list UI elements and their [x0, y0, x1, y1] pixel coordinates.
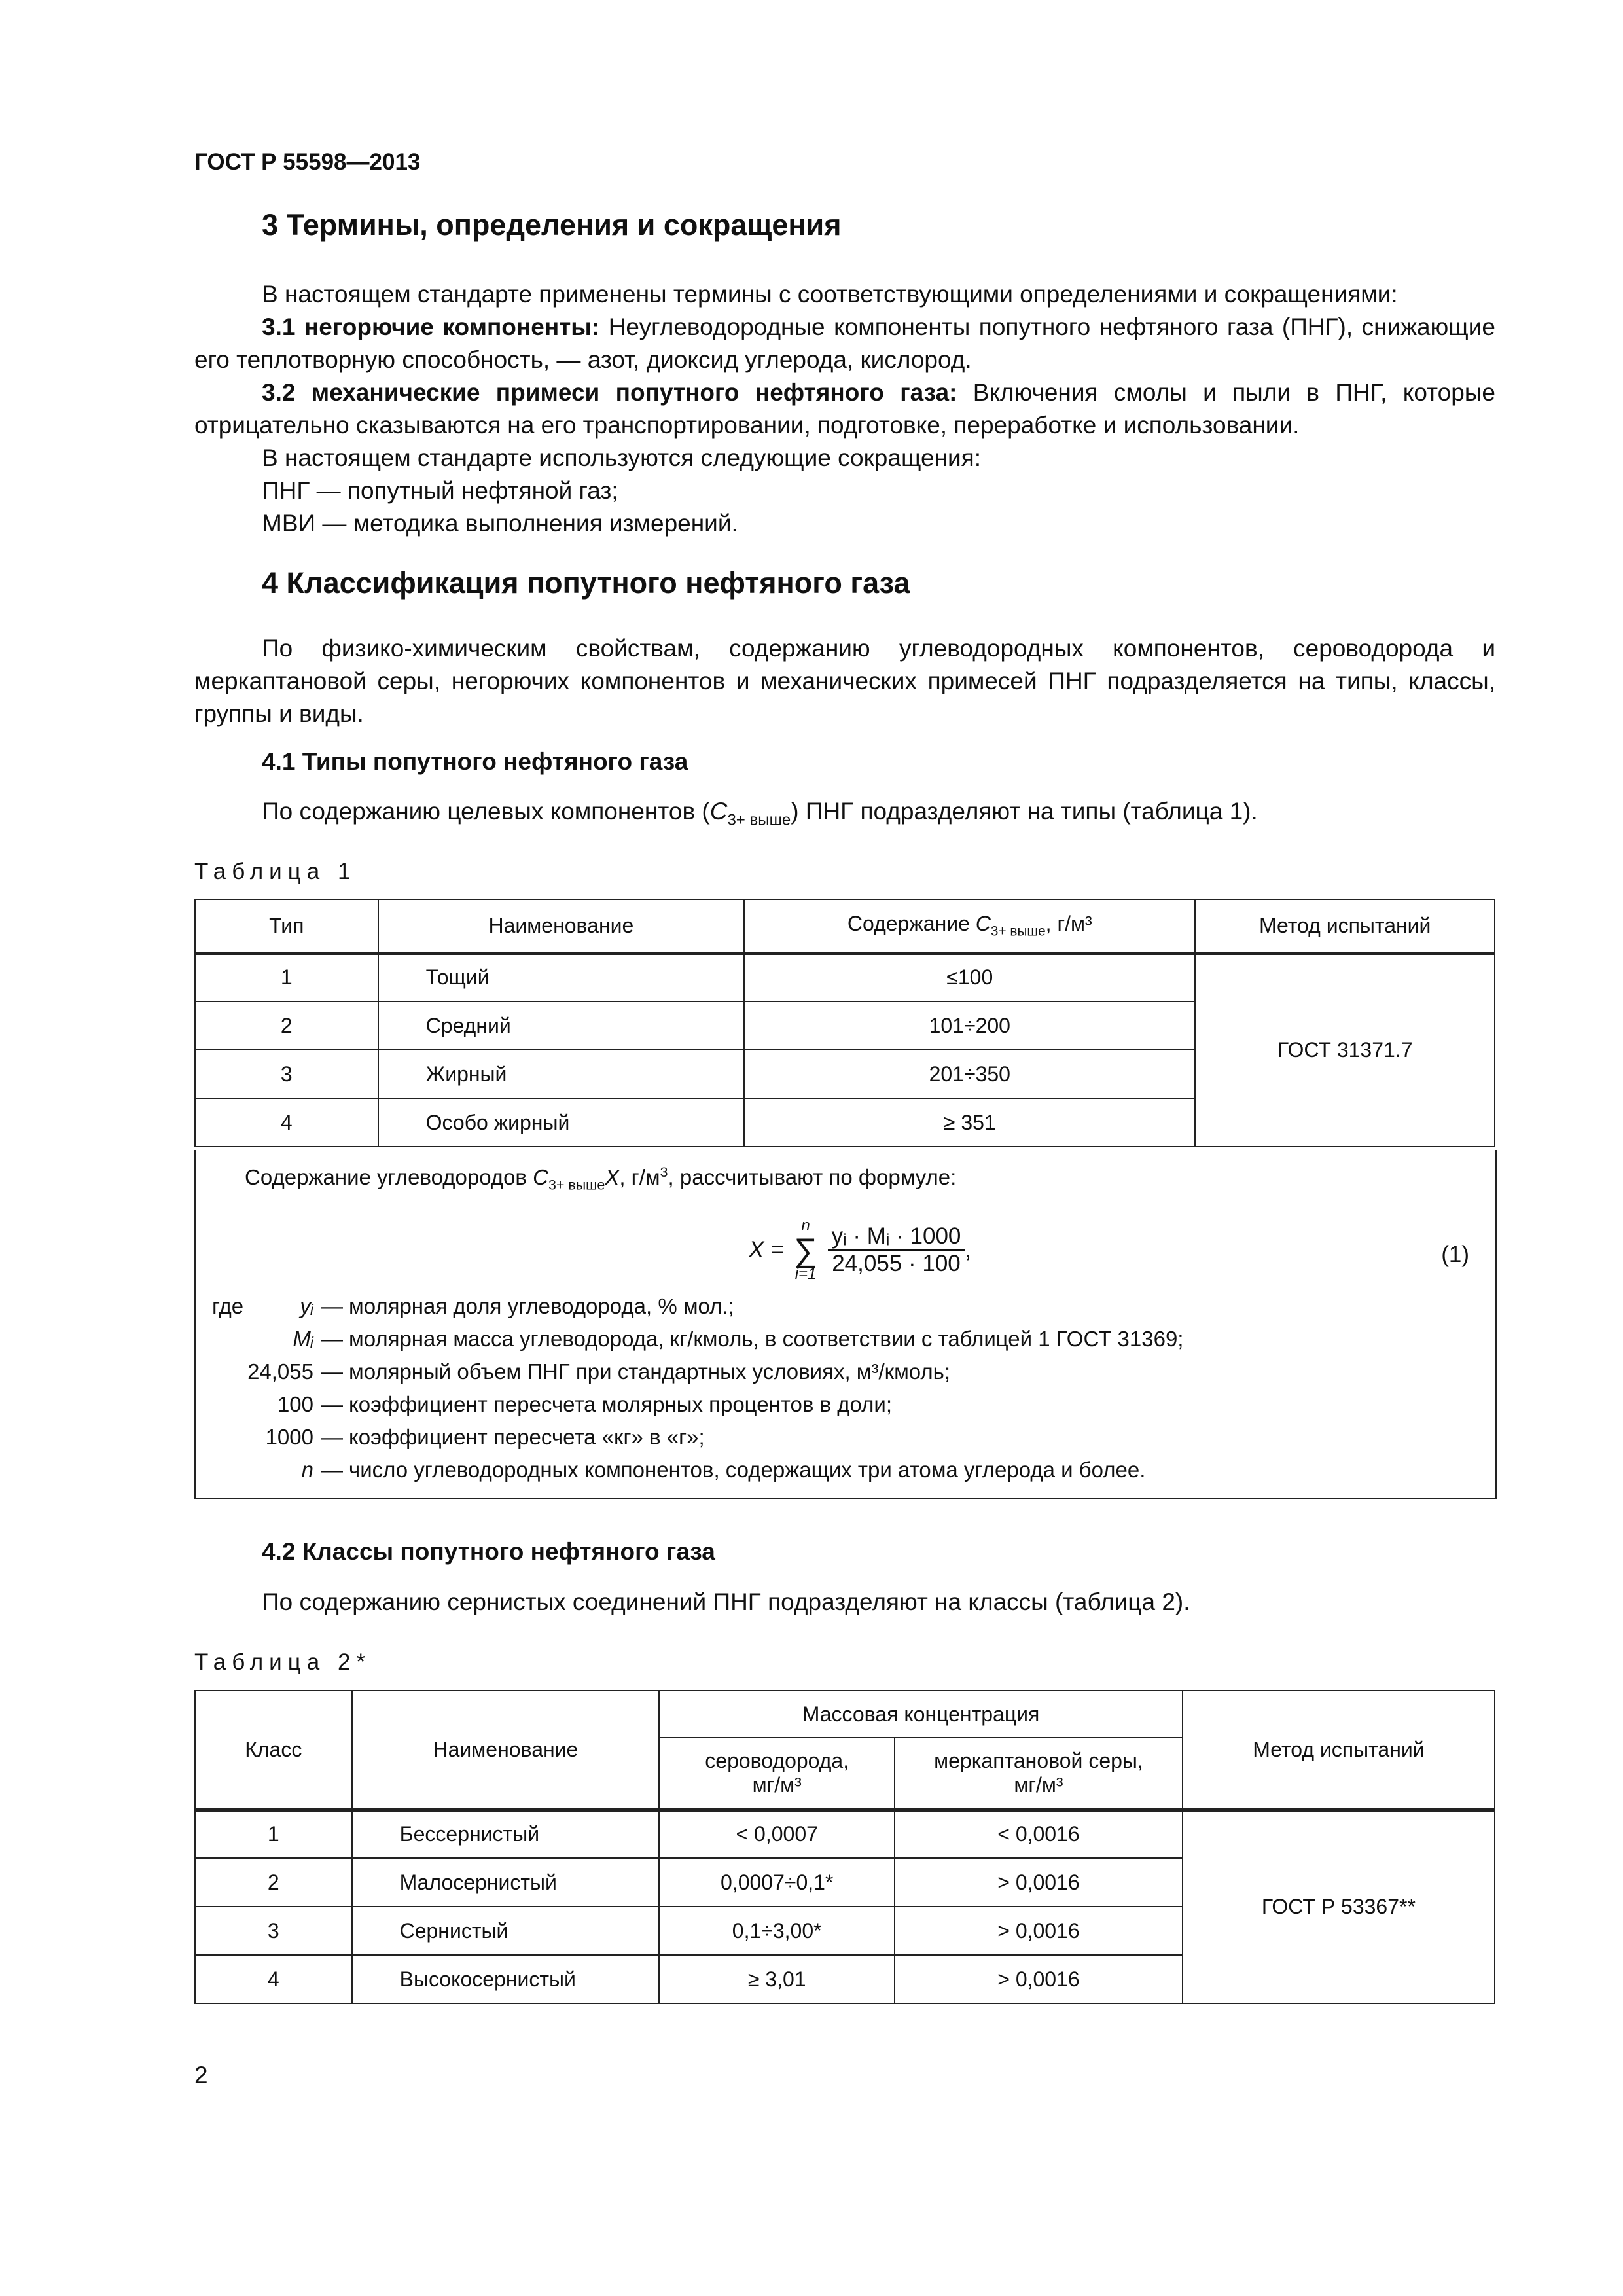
table-2-cell-name: Бессернистый	[352, 1810, 660, 1858]
formula-intro-x: X	[605, 1165, 620, 1189]
table-1-cell-type: 2	[195, 1001, 378, 1050]
table-1-method-cell: ГОСТ 31371.7	[1195, 953, 1495, 1147]
legend-symbol: 100	[277, 1392, 313, 1416]
legend-text: коэффициент пересчета «кг» в «г»;	[349, 1425, 705, 1449]
table-1-cell-name: Тощий	[378, 953, 745, 1001]
term-3-1-definition: Неуглеводородные компоненты попутного нефтяного газа (ПНГ), снижающие его теплотворную способность, — азот, диоксид углерода, кислород.	[194, 314, 1495, 373]
content-header-pre: Содержание	[847, 912, 976, 936]
table-2-cell-name: Сернистый	[352, 1907, 660, 1955]
formula-number: (1)	[1441, 1242, 1469, 1267]
sum-upper-limit: n	[801, 1217, 810, 1234]
table-2-header-class: Класс	[195, 1691, 352, 1810]
table-1-note	[194, 1150, 1497, 1499]
legend-text: молярная масса углеводорода, кг/кмоль, в соответствии с таблицей 1 ГОСТ 31369;	[349, 1327, 1184, 1351]
table-2-cell-class: 1	[195, 1810, 352, 1858]
table-1-header-content	[744, 899, 1195, 953]
legend-dash: —	[321, 1425, 343, 1449]
table-2-method-cell: ГОСТ Р 53367**	[1183, 1810, 1495, 2003]
content-header-sub: 3+ выше	[990, 924, 1046, 939]
legend-dash: —	[321, 1458, 343, 1482]
table-1-cell-content: ≥ 351	[744, 1098, 1195, 1147]
term-3-2-definition: Включения смолы и пыли в ПНГ, которые отрицательно сказываются на его транспортировании, подготовке, переработке и использовании.	[194, 379, 1495, 439]
sub1-text-part-a: По содержанию целевых компонентов (	[262, 798, 710, 825]
legend-dash: —	[321, 1392, 343, 1416]
summation	[794, 1218, 817, 1282]
content-header-c: C	[975, 912, 991, 936]
formula-numerator: yᵢ · Mᵢ · 1000	[828, 1223, 965, 1251]
section-3-body	[194, 278, 1495, 540]
table-1-cell-type: 1	[195, 953, 378, 1001]
formula-lhs: X =	[749, 1237, 784, 1263]
table-2-cell-name: Высокосернистый	[352, 1955, 660, 2003]
sub1-c-symbol: C	[709, 798, 728, 825]
section-3-title: 3 Термины, определения и сокращения	[262, 208, 842, 242]
table-2-cell-h2s: < 0,0007	[659, 1810, 895, 1858]
table-1-cell-name: Особо жирный	[378, 1098, 745, 1147]
term-3-2-name: 3.2 механические примеси попутного нефтяного газа:	[262, 379, 957, 406]
table-1-cell-type: 3	[195, 1050, 378, 1098]
legend-text: число углеводородных компонентов, содержащих три атома углерода и более.	[349, 1458, 1146, 1482]
abbreviations-intro: В настоящем стандарте используются следующие сокращения:	[262, 444, 981, 471]
table-1-header-name: Наименование	[378, 899, 745, 953]
legend-dash: —	[321, 1327, 343, 1351]
formula-intro-sub: 3+ выше	[548, 1177, 605, 1193]
legend-text: молярная доля углеводорода, % мол.;	[349, 1294, 734, 1318]
table-1-cell-content: ≤100	[744, 953, 1195, 1001]
legend-text: молярный объем ПНГ при стандартных условиях, м³/кмоль;	[349, 1359, 951, 1384]
table-row	[195, 1810, 1495, 1858]
table-2-header-mercaptan: меркаптановой серы, мг/м³	[895, 1738, 1183, 1810]
formula-intro-end: , рассчитывают по формуле:	[668, 1165, 957, 1189]
table-2-caption: Таблица 2*	[194, 1649, 372, 1675]
formula-intro-pre: Содержание углеводородов	[245, 1165, 533, 1189]
section-4-title: 4 Классификация попутного нефтяного газа	[262, 566, 910, 600]
table-2-header-mass: Массовая концентрация	[659, 1691, 1183, 1738]
table-2-cell-mercaptan: > 0,0016	[895, 1907, 1183, 1955]
table-2-cell-class: 2	[195, 1858, 352, 1907]
table-2-cell-mercaptan: < 0,0016	[895, 1810, 1183, 1858]
subsection-4-1-text	[194, 795, 1495, 836]
formula-fraction	[828, 1223, 965, 1277]
table-2-cell-h2s: ≥ 3,01	[659, 1955, 895, 2003]
table-2-header-method: Метод испытаний	[1183, 1691, 1495, 1810]
table-2-cell-h2s: 0,0007÷0,1*	[659, 1858, 895, 1907]
formula-intro	[245, 1164, 956, 1194]
table-1-cell-type: 4	[195, 1098, 378, 1147]
term-3-2	[194, 376, 1495, 442]
table-1-cell-name: Жирный	[378, 1050, 745, 1098]
content-header-post: , г/м³	[1045, 912, 1092, 936]
term-3-1	[194, 311, 1495, 376]
sub1-text-part-b: ) ПНГ подразделяют на типы (таблица 1).	[791, 798, 1258, 825]
legend-symbol: n	[301, 1458, 313, 1482]
term-3-1-name: 3.1 негорючие компоненты:	[262, 314, 600, 340]
legend-text: коэффициент пересчета молярных процентов в доли;	[349, 1392, 893, 1416]
table-2-cell-mercaptan: > 0,0016	[895, 1955, 1183, 2003]
legend-dash: —	[321, 1294, 343, 1318]
section-4-paragraph: По физико-химическим свойствам, содержанию углеводородных компонентов, сероводорода и меркаптановой серы, негорючих компонентов и механических примесей ПНГ подразделяется на типы, классы, группы и виды.	[194, 635, 1495, 727]
legend-symbol: yᵢ	[300, 1294, 313, 1318]
abbreviation-mvi: МВИ — методика выполнения измерений.	[262, 510, 738, 537]
sum-sign: ∑	[794, 1232, 817, 1268]
subsection-4-1-title: 4.1 Типы попутного нефтяного газа	[262, 748, 688, 775]
formula-intro-sup: 3	[660, 1164, 668, 1180]
page-number: 2	[194, 2062, 208, 2089]
table-2-cell-name: Малосернистый	[352, 1858, 660, 1907]
formula-comma: ,	[965, 1237, 972, 1263]
table-1	[194, 899, 1495, 1147]
table-1-header-type: Тип	[195, 899, 378, 953]
table-1-cell-content: 201÷350	[744, 1050, 1195, 1098]
document-header: ГОСТ Р 55598—2013	[194, 149, 421, 175]
sub1-c-subscript: 3+ выше	[727, 811, 791, 829]
table-2	[194, 1690, 1495, 2004]
table-1-header-row	[195, 899, 1495, 953]
table-2-cell-h2s: 0,1÷3,00*	[659, 1907, 895, 1955]
table-1-cell-content: 101÷200	[744, 1001, 1195, 1050]
subsection-4-2-title: 4.2 Классы попутного нефтяного газа	[262, 1538, 715, 1565]
table-1-cell-name: Средний	[378, 1001, 745, 1050]
table-2-cell-class: 4	[195, 1955, 352, 2003]
section-3-intro: В настоящем стандарте применены термины с соответствующими определениями и сокращениями:	[262, 281, 1398, 308]
table-1-caption: Таблица 1	[194, 859, 357, 884]
subsection-4-2-paragraph: По содержанию сернистых соединений ПНГ подразделяют на классы (таблица 2).	[262, 1588, 1190, 1615]
legend-symbol: 24,055	[247, 1359, 313, 1384]
abbreviation-png: ПНГ — попутный нефтяной газ;	[262, 477, 618, 504]
legend-dash: —	[321, 1359, 343, 1384]
legend-symbol: Mᵢ	[293, 1327, 313, 1351]
formula-intro-unit: , г/м	[619, 1165, 660, 1189]
table-1-header-method: Метод испытаний	[1195, 899, 1495, 953]
legend-symbol: 1000	[265, 1425, 313, 1449]
sum-lower-limit: i=1	[794, 1265, 817, 1283]
subsection-4-2-text	[194, 1586, 1495, 1619]
table-row	[195, 953, 1495, 1001]
formula-denominator: 24,055 · 100	[832, 1251, 961, 1276]
formula-intro-c: C	[533, 1165, 548, 1189]
table-2-cell-class: 3	[195, 1907, 352, 1955]
table-2-header-row-1	[195, 1691, 1495, 1738]
table-2-cell-mercaptan: > 0,0016	[895, 1858, 1183, 1907]
table-2-header-name: Наименование	[352, 1691, 660, 1810]
subsection-4-1-paragraph	[194, 795, 1495, 836]
section-4-text	[194, 632, 1495, 730]
formula-1	[749, 1218, 971, 1282]
legend-where: где	[212, 1294, 244, 1318]
table-2-header-h2s: сероводорода, мг/м³	[659, 1738, 895, 1810]
